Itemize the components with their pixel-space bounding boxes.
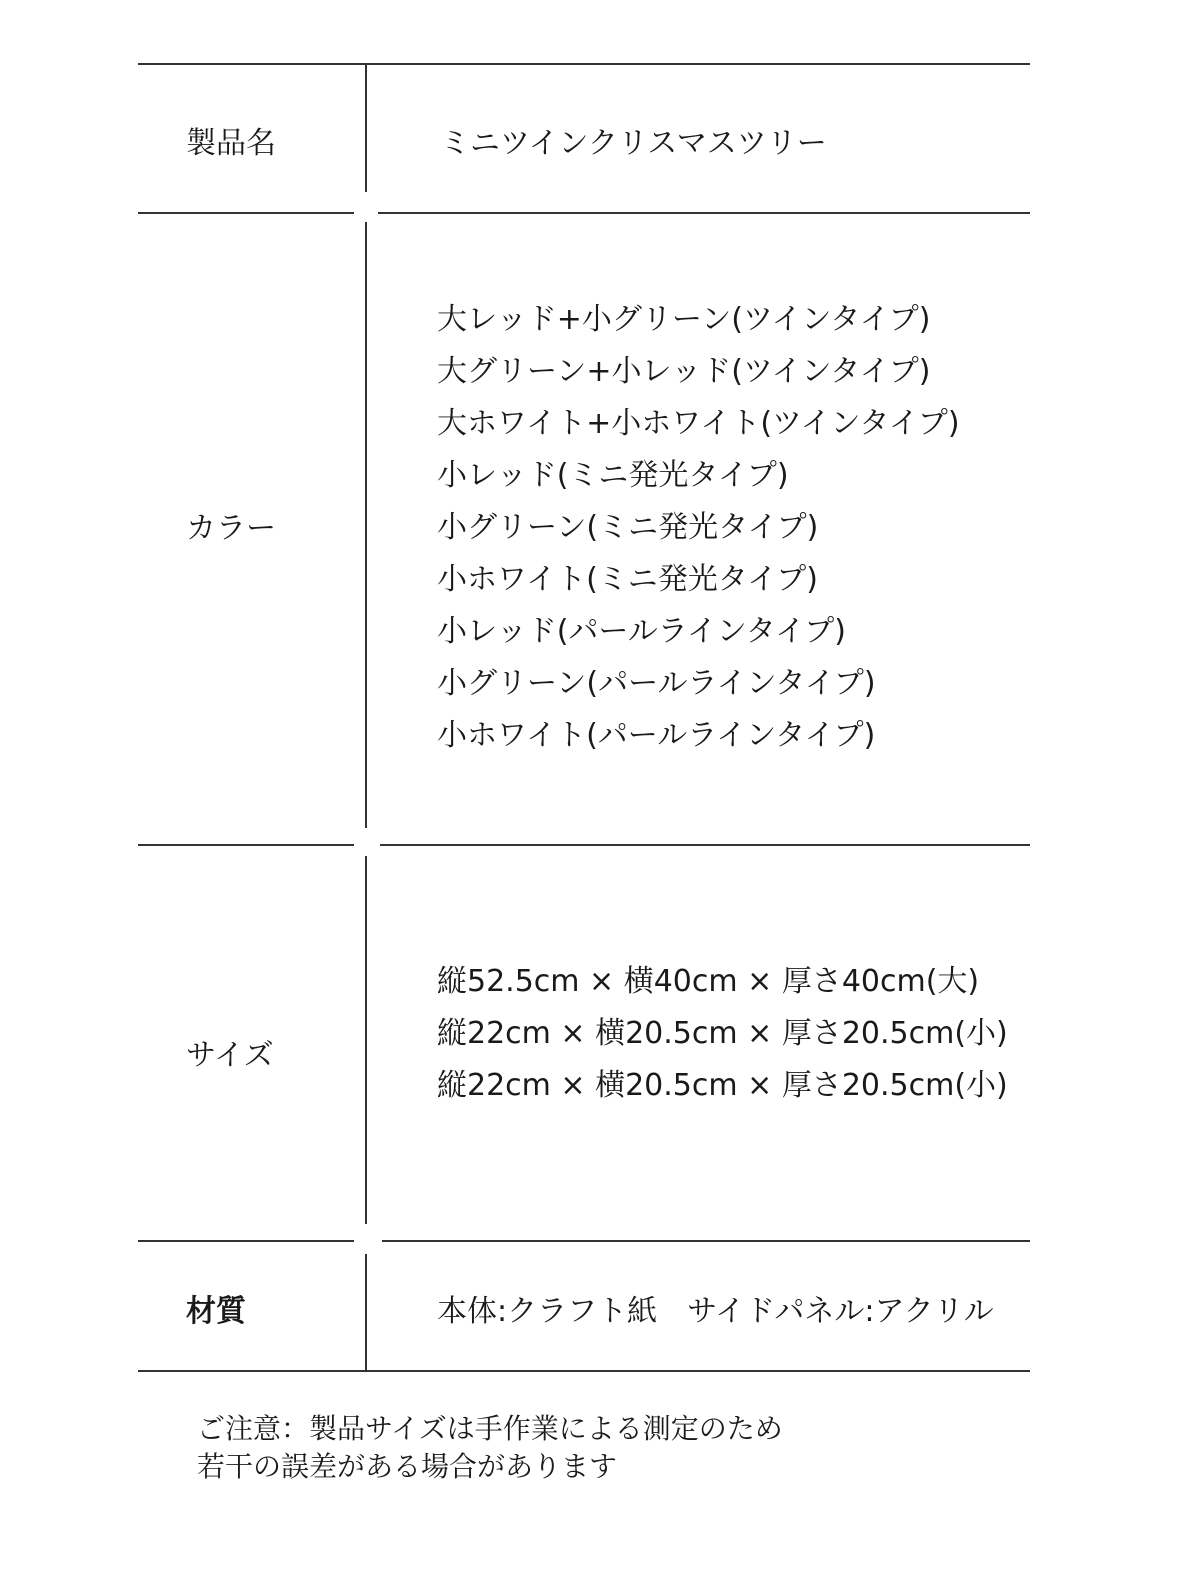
row-divider-2-right bbox=[380, 844, 1030, 846]
size-label: サイズ bbox=[186, 1038, 274, 1073]
color-option: 小レッド(パールラインタイプ) bbox=[437, 614, 846, 649]
column-separator-row-1 bbox=[365, 64, 367, 192]
color-option: 大ホワイト+小ホワイト(ツインタイプ) bbox=[437, 406, 960, 441]
column-separator-row-4 bbox=[365, 1254, 367, 1370]
size-option: 縦22cm × 横20.5cm × 厚さ20.5cm(小) bbox=[437, 1016, 1008, 1051]
color-option: 小ホワイト(パールラインタイプ) bbox=[437, 718, 876, 753]
color-option: 小レッド(ミニ発光タイプ) bbox=[437, 458, 789, 493]
size-option: 縦52.5cm × 横40cm × 厚さ40cm(大) bbox=[437, 964, 980, 999]
color-option: 小ホワイト(ミニ発光タイプ) bbox=[437, 562, 819, 597]
color-value-list bbox=[437, 300, 960, 768]
disclaimer-line-1: ご注意：製品サイズは手作業による測定のため bbox=[197, 1412, 783, 1445]
column-separator-row-3 bbox=[365, 856, 367, 1224]
color-option: 小グリーン(パールラインタイプ) bbox=[437, 666, 876, 701]
table-bottom-border bbox=[138, 1370, 1030, 1372]
product-name-value: ミニツインクリスマスツリー bbox=[440, 126, 827, 161]
row-divider-3-right bbox=[382, 1240, 1030, 1242]
row-divider-2-left bbox=[138, 844, 354, 846]
disclaimer-line-2: 若干の誤差がある場合があります bbox=[197, 1450, 618, 1483]
size-value-list bbox=[437, 962, 1008, 1118]
material-value: 本体:クラフト紙 サイドパネル:アクリル bbox=[437, 1294, 994, 1329]
color-option: 小グリーン(ミニ発光タイプ) bbox=[437, 510, 819, 545]
disclaimer-note bbox=[197, 1410, 783, 1486]
row-divider-3-left bbox=[138, 1240, 354, 1242]
color-label: カラー bbox=[186, 511, 276, 546]
color-option: 大グリーン+小レッド(ツインタイプ) bbox=[437, 354, 931, 389]
row-divider-1-left bbox=[138, 212, 354, 214]
row-divider-1-right bbox=[378, 212, 1030, 214]
size-option: 縦22cm × 横20.5cm × 厚さ20.5cm(小) bbox=[437, 1068, 1008, 1103]
material-label: 材質 bbox=[186, 1294, 246, 1329]
table-top-border bbox=[138, 63, 1030, 65]
color-option: 大レッド+小グリーン(ツインタイプ) bbox=[437, 302, 931, 337]
column-separator-row-2 bbox=[365, 222, 367, 828]
product-name-label: 製品名 bbox=[186, 126, 276, 161]
